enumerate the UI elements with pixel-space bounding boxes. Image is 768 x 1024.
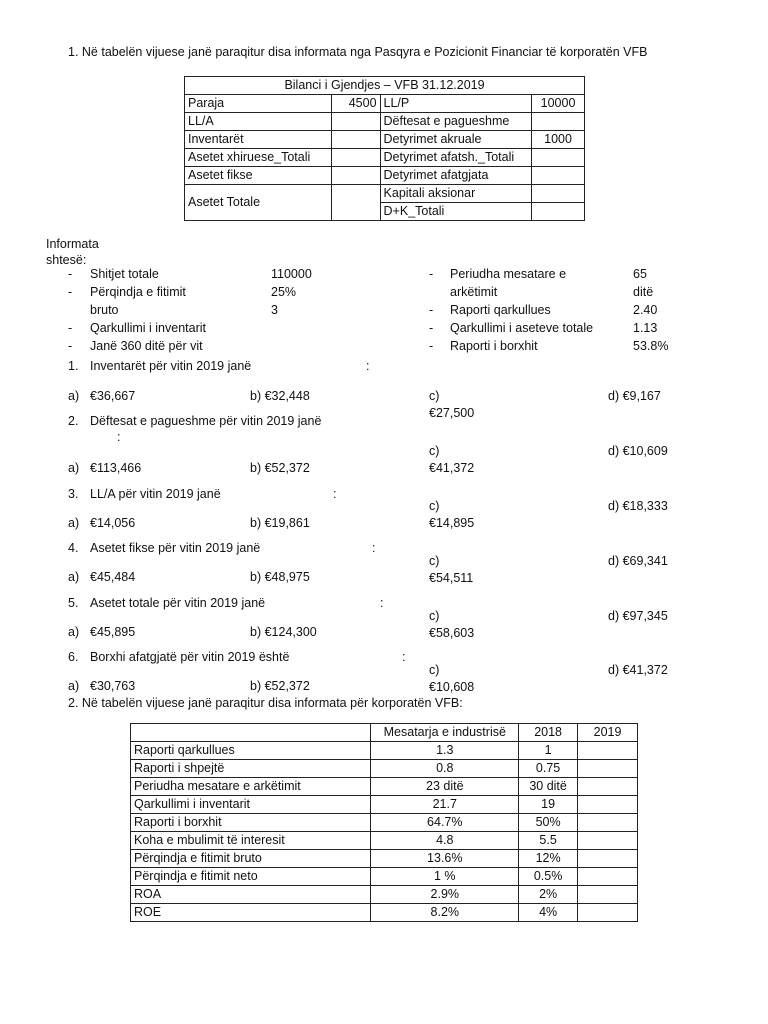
balance-row bbox=[185, 113, 585, 131]
liability-value bbox=[532, 149, 585, 167]
ratios-row bbox=[131, 832, 638, 850]
ratio-value: 4.8 bbox=[371, 832, 519, 850]
option-a: €14,056 bbox=[90, 516, 136, 530]
question-colon: : bbox=[366, 359, 370, 373]
option-a-label: a) bbox=[68, 625, 80, 639]
ratios-row bbox=[131, 868, 638, 886]
option-d: d) €69,341 bbox=[608, 554, 668, 568]
ratio-value bbox=[578, 832, 638, 850]
option-c: €58,603 bbox=[429, 626, 475, 640]
option-c-label: c) bbox=[429, 609, 440, 623]
ratios-row bbox=[131, 760, 638, 778]
ratios-header-cell: Mesatarja e industrisë bbox=[371, 724, 519, 742]
info-label-item: bruto bbox=[90, 303, 119, 317]
question-number: 4. bbox=[68, 541, 79, 555]
option-c-label: c) bbox=[429, 444, 440, 458]
option-a-label: a) bbox=[68, 461, 80, 475]
ratio-value: 1 bbox=[519, 742, 578, 760]
option-c-label: c) bbox=[429, 663, 440, 677]
question-number: 5. bbox=[68, 596, 79, 610]
info-value: 1.13 bbox=[633, 321, 658, 335]
question-colon: : bbox=[402, 650, 406, 664]
question-text: Borxhi afatgjatë për vitin 2019 është bbox=[90, 650, 290, 664]
option-c: €54,511 bbox=[429, 571, 474, 585]
balance-row bbox=[185, 185, 585, 203]
ratio-value bbox=[578, 850, 638, 868]
ratio-value bbox=[578, 760, 638, 778]
ratios-row bbox=[131, 904, 638, 922]
asset-label: Paraja bbox=[185, 95, 332, 113]
info-label-item: Shitjet totale bbox=[90, 267, 159, 281]
option-c: €27,500 bbox=[429, 406, 475, 420]
info-value: 2.40 bbox=[633, 303, 658, 317]
ratio-value: 21.7 bbox=[371, 796, 519, 814]
option-c: €14,895 bbox=[429, 516, 475, 530]
liability-value: 1000 bbox=[532, 131, 585, 149]
total-assets-value bbox=[331, 185, 380, 221]
ratios-header-cell: 2019 bbox=[578, 724, 638, 742]
asset-value bbox=[331, 113, 380, 131]
liability-value bbox=[532, 113, 585, 131]
question-text: Asetet totale për vitin 2019 janë bbox=[90, 596, 266, 610]
liability-label: Detyrimet afatsh._Totali bbox=[380, 149, 532, 167]
info-label: Informata bbox=[46, 237, 99, 251]
ratios-row bbox=[131, 850, 638, 868]
equity-value bbox=[532, 185, 585, 203]
ratio-value bbox=[578, 814, 638, 832]
question-1-title: 1. Në tabelën vijuese janë paraqitur disa informata nga Pasqyra e Pozicionit Financiar të korporatën VFB bbox=[68, 45, 648, 59]
option-a-label: a) bbox=[68, 679, 80, 693]
question-colon: : bbox=[380, 596, 384, 610]
ratio-value: 0.5% bbox=[519, 868, 578, 886]
liability-label: Detyrimet afatgjata bbox=[380, 167, 532, 185]
question-text: Inventarët për vitin 2019 janë bbox=[90, 359, 252, 373]
ratio-value: 4% bbox=[519, 904, 578, 922]
info-label-item: Periudha mesatare e bbox=[450, 267, 567, 281]
option-a: €113,466 bbox=[90, 461, 142, 475]
ratio-value bbox=[578, 886, 638, 904]
ratios-row bbox=[131, 742, 638, 760]
option-c: €41,372 bbox=[429, 461, 475, 475]
question-text: Asetet fikse për vitin 2019 janë bbox=[90, 541, 261, 555]
info-label-item: Qarkullimi i aseteve totale bbox=[450, 321, 594, 335]
liability-value: 10000 bbox=[532, 95, 585, 113]
balance-sheet-table bbox=[184, 76, 585, 221]
question-text: LL/A për vitin 2019 janë bbox=[90, 487, 221, 501]
option-d: d) €9,167 bbox=[608, 389, 661, 403]
option-b: b) €52,372 bbox=[250, 679, 310, 693]
balance-sheet-title: Bilanci i Gjendjes – VFB 31.12.2019 bbox=[185, 77, 585, 95]
ratio-name: Raporti qarkullues bbox=[131, 742, 371, 760]
question-colon: : bbox=[333, 487, 337, 501]
info-dash: - bbox=[429, 267, 434, 281]
ratio-value bbox=[578, 778, 638, 796]
option-d: d) €41,372 bbox=[608, 663, 668, 677]
total-assets-label: Asetet Totale bbox=[185, 185, 332, 221]
asset-label: Inventarët bbox=[185, 131, 332, 149]
info-dash: - bbox=[68, 321, 73, 335]
option-b: b) €52,372 bbox=[250, 461, 310, 475]
ratio-value: 1.3 bbox=[371, 742, 519, 760]
ratio-value bbox=[578, 904, 638, 922]
info-value: 65 bbox=[633, 267, 647, 281]
info-label-item: Raporti qarkullues bbox=[450, 303, 551, 317]
question-number: 6. bbox=[68, 650, 79, 664]
info-dash: - bbox=[429, 321, 434, 335]
info-label-item: arkëtimit bbox=[450, 285, 498, 299]
liability-label: Dëftesat e pagueshme bbox=[380, 113, 532, 131]
question-2-title: 2. Në tabelën vijuese janë paraqitur disa informata për korporatën VFB: bbox=[68, 696, 463, 710]
info-dash: - bbox=[429, 303, 434, 317]
ratio-value: 0.8 bbox=[371, 760, 519, 778]
option-a: €36,667 bbox=[90, 389, 136, 403]
option-a: €45,895 bbox=[90, 625, 136, 639]
info-label-item: Janë 360 ditë për vit bbox=[90, 339, 203, 353]
question-number: 2. bbox=[68, 414, 79, 428]
ratio-value: 12% bbox=[519, 850, 578, 868]
ratio-name: Koha e mbulimit të interesit bbox=[131, 832, 371, 850]
asset-label: Asetet xhiruese_Totali bbox=[185, 149, 332, 167]
info-value: 3 bbox=[271, 303, 278, 317]
ratio-value: 1 % bbox=[371, 868, 519, 886]
ratios-header-cell: 2018 bbox=[519, 724, 578, 742]
ratio-value: 64.7% bbox=[371, 814, 519, 832]
asset-value bbox=[331, 167, 380, 185]
asset-label: Asetet fikse bbox=[185, 167, 332, 185]
info-value: 110000 bbox=[271, 267, 312, 281]
option-c-label: c) bbox=[429, 554, 440, 568]
balance-row bbox=[185, 131, 585, 149]
option-a-label: a) bbox=[68, 389, 80, 403]
ratios-header-row bbox=[131, 724, 638, 742]
info-dash: - bbox=[429, 339, 434, 353]
ratio-value bbox=[578, 742, 638, 760]
info-dash: - bbox=[68, 267, 73, 281]
option-a-label: a) bbox=[68, 516, 80, 530]
option-a: €30,763 bbox=[90, 679, 136, 693]
ratio-value: 23 ditë bbox=[371, 778, 519, 796]
option-d: d) €97,345 bbox=[608, 609, 668, 623]
total-liabilities-equity-label: D+K_Totali bbox=[380, 203, 532, 221]
option-c: €10,608 bbox=[429, 680, 475, 694]
ratio-name: Raporti i shpejtë bbox=[131, 760, 371, 778]
ratio-name: Raporti i borxhit bbox=[131, 814, 371, 832]
ratios-row bbox=[131, 778, 638, 796]
question-colon: : bbox=[372, 541, 376, 555]
ratio-value: 13.6% bbox=[371, 850, 519, 868]
ratio-value: 30 ditë bbox=[519, 778, 578, 796]
equity-label: Kapitali aksionar bbox=[380, 185, 532, 203]
ratio-value: 8.2% bbox=[371, 904, 519, 922]
ratio-value: 5.5 bbox=[519, 832, 578, 850]
option-b: b) €19,861 bbox=[250, 516, 310, 530]
ratio-value bbox=[578, 868, 638, 886]
option-b: b) €48,975 bbox=[250, 570, 310, 584]
ratios-header-cell bbox=[131, 724, 371, 742]
balance-row bbox=[185, 167, 585, 185]
info-value: 53.8% bbox=[633, 339, 669, 353]
ratio-value: 2.9% bbox=[371, 886, 519, 904]
ratio-value: 2% bbox=[519, 886, 578, 904]
info-value: 25% bbox=[271, 285, 297, 299]
liability-value bbox=[532, 167, 585, 185]
ratio-name: ROE bbox=[131, 904, 371, 922]
ratio-value: 50% bbox=[519, 814, 578, 832]
option-c-label: c) bbox=[429, 389, 440, 403]
asset-value bbox=[331, 131, 380, 149]
info-label-2: shtesë: bbox=[46, 253, 87, 267]
question-number: 3. bbox=[68, 487, 79, 501]
ratio-value: 19 bbox=[519, 796, 578, 814]
ratios-row bbox=[131, 814, 638, 832]
ratio-name: Periudha mesatare e arkëtimit bbox=[131, 778, 371, 796]
question-number: 1. bbox=[68, 359, 79, 373]
option-b: b) €32,448 bbox=[250, 389, 310, 403]
question-text: Dëftesat e pagueshme për vitin 2019 janë bbox=[90, 414, 322, 428]
asset-value: 4500 bbox=[331, 95, 380, 113]
ratios-row bbox=[131, 796, 638, 814]
ratio-value bbox=[578, 796, 638, 814]
info-label-item: Përqindja e fitimit bbox=[90, 285, 186, 299]
question-colon: : bbox=[117, 430, 121, 444]
asset-value bbox=[331, 149, 380, 167]
option-a: €45,484 bbox=[90, 570, 136, 584]
balance-row bbox=[185, 95, 585, 113]
info-dash: - bbox=[68, 339, 73, 353]
total-liabilities-equity-value bbox=[532, 203, 585, 221]
option-d: d) €18,333 bbox=[608, 499, 668, 513]
liability-label: Detyrimet akruale bbox=[380, 131, 532, 149]
ratio-name: Qarkullimi i inventarit bbox=[131, 796, 371, 814]
ratio-value: 0.75 bbox=[519, 760, 578, 778]
ratios-row bbox=[131, 886, 638, 904]
ratios-table bbox=[130, 723, 638, 922]
balance-row bbox=[185, 149, 585, 167]
liability-label: LL/P bbox=[380, 95, 532, 113]
info-label-item: Raporti i borxhit bbox=[450, 339, 538, 353]
ratio-name: Përqindja e fitimit neto bbox=[131, 868, 371, 886]
ratio-name: ROA bbox=[131, 886, 371, 904]
option-a-label: a) bbox=[68, 570, 80, 584]
option-b: b) €124,300 bbox=[250, 625, 317, 639]
ratio-name: Përqindja e fitimit bruto bbox=[131, 850, 371, 868]
option-c-label: c) bbox=[429, 499, 440, 513]
info-dash: - bbox=[68, 285, 73, 299]
info-label-item: Qarkullimi i inventarit bbox=[90, 321, 207, 335]
asset-label: LL/A bbox=[185, 113, 332, 131]
option-d: d) €10,609 bbox=[608, 444, 668, 458]
info-value: ditë bbox=[633, 285, 654, 299]
